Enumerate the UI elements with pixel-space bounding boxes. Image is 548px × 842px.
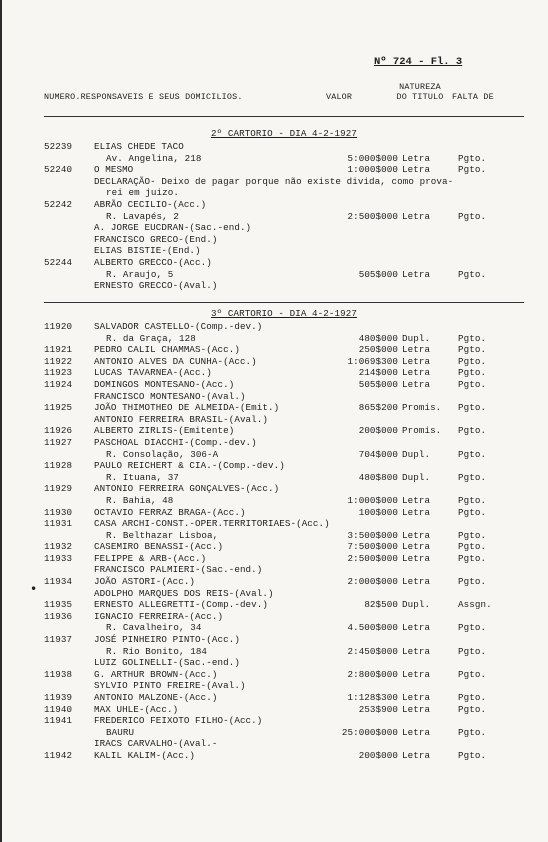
table-row	[44, 495, 524, 507]
entry-reason: Pgto.	[458, 541, 487, 553]
entry-value: 2:000$000	[347, 576, 398, 588]
entry-document-type: Letra	[402, 692, 431, 703]
entry-description: R. Araujo, 5	[106, 268, 174, 280]
table-row	[44, 576, 524, 588]
entry-reason: Pgto.	[458, 749, 487, 761]
entry-document-type: Dupl.	[402, 599, 431, 611]
entry-description: OCTAVIO FERRAZ BRAGA-(Acc.)	[94, 506, 246, 518]
entry-description: R. Consolação, 306-A	[106, 448, 219, 460]
entry-document-type: Letra	[402, 726, 431, 738]
entry-description: ERNESTO GRECCO-(Aval.)	[94, 280, 218, 292]
entry-reason: Pgto.	[458, 378, 487, 390]
table-row	[44, 321, 524, 333]
entry-description: rei em juizo.	[106, 187, 179, 199]
entry-description: IRACS CARVALHO-(Aval.-	[94, 738, 218, 750]
entry-description: R. Belthazar Lisboa,	[106, 529, 219, 541]
entry-description: ADOLPHO MARQUES DOS REIS-(Aval.)	[94, 587, 274, 599]
entry-reason: Pgto.	[458, 494, 487, 506]
entry-number: 11926	[44, 425, 73, 437]
table-row	[44, 738, 524, 750]
entry-description: ANTONIO MALZONE-(Acc.)	[94, 692, 218, 703]
entry-document-type: Letra	[402, 552, 431, 564]
entry-number: 11934	[44, 576, 73, 588]
entry-document-type: Promis.	[402, 425, 442, 437]
entry-description: R. Cavalheiro, 34	[106, 622, 202, 634]
entry-description: PASCHOAL DIACCHI-(Comp.-dev.)	[94, 436, 257, 448]
entry-value: 704$000	[358, 448, 398, 460]
entry-description: SYLVIO PINTO FREIRE-(Aval.)	[94, 680, 246, 692]
entry-number: 11936	[44, 610, 73, 622]
entry-value: 2:500$000	[347, 210, 398, 222]
entry-number: 11935	[44, 599, 73, 611]
entry-document-type: Letra	[402, 355, 431, 367]
entry-reason: Pgto.	[458, 726, 487, 738]
table-row	[44, 599, 524, 611]
entry-value: 5:000$000	[347, 152, 398, 164]
entry-value: 214$000	[358, 367, 398, 379]
entry-number: 11929	[44, 483, 73, 495]
entry-description: JOSÉ PINHEIRO PINTO-(Acc.)	[94, 634, 240, 646]
entry-value: 7:500$000	[347, 541, 398, 553]
entry-value: 865$200	[358, 402, 398, 414]
entry-value: 2:500$000	[347, 552, 398, 564]
entry-description: CASA ARCHI-CONST.-OPER.TERRITORIAES-(Acc.)	[94, 518, 330, 530]
entry-description: FRANCISCO MONTESANO-(Aval.)	[94, 390, 246, 402]
entry-description: ABRÃO CECILIO-(Acc.)	[94, 198, 207, 210]
header-numero: NUMERO.RESPONSAVEIS E SEUS DOMICILIOS.	[44, 92, 243, 102]
entry-document-type: Letra	[402, 164, 431, 176]
entry-description: LUCAS TAVARNEA-(Acc.)	[94, 367, 212, 379]
table-row	[44, 437, 524, 449]
entry-value: 82$500	[364, 599, 398, 611]
entry-description: G. ARTHUR BROWN-(Acc.)	[94, 668, 218, 680]
entry-value: 480$000	[358, 332, 398, 344]
table-row	[44, 507, 524, 519]
table-row	[44, 269, 524, 281]
entry-number: 11920	[44, 321, 73, 332]
table-row	[44, 692, 524, 704]
entry-description: Av. Angelina, 218	[106, 152, 202, 164]
entry-value: 25:000$000	[341, 726, 398, 738]
entry-number: 11922	[44, 355, 73, 367]
entry-number: 11930	[44, 506, 73, 518]
table-row	[44, 727, 524, 739]
table-row	[44, 472, 524, 484]
entry-number: 11938	[44, 668, 73, 680]
entry-number: 11939	[44, 692, 73, 703]
header-divider	[44, 116, 524, 117]
entry-description: O MESMO	[94, 164, 134, 176]
section-title: 3º CARTORIO - DIA 4-2-1927	[211, 308, 357, 319]
table-row	[44, 257, 524, 269]
entry-value: 1:000$000	[347, 494, 398, 506]
entry-document-type: Letra	[402, 367, 431, 379]
entry-reason: Pgto.	[458, 448, 487, 460]
table-row	[44, 530, 524, 542]
entry-document-type: Letra	[402, 645, 431, 657]
entry-description: PEDRO CALIL CHAMMAS-(Acc.)	[94, 344, 240, 356]
entry-reason: Pgto.	[458, 506, 487, 518]
entry-reason: Pgto.	[458, 645, 487, 657]
table-row	[44, 153, 524, 165]
entry-description: A. JORGE EUCDRAN-(Sac.-end.)	[94, 222, 252, 234]
entry-reason: Pgto.	[458, 164, 487, 176]
entry-reason: Pgto.	[458, 355, 487, 367]
entry-description: ANTONIO ALVES DA CUNHA-(Acc.)	[94, 355, 257, 367]
entry-reason: Pgto.	[458, 471, 487, 483]
entry-document-type: Letra	[402, 152, 431, 164]
entry-description: ANTONIO FERREIRA BRASIL-(Aval.)	[94, 413, 269, 425]
entry-document-type: Letra	[402, 506, 431, 518]
entry-number: 52242	[44, 198, 73, 210]
table-row	[44, 553, 524, 565]
entry-value: 505$000	[358, 268, 398, 280]
entry-reason: Pgto.	[458, 576, 487, 588]
entry-number: 11932	[44, 541, 73, 553]
entry-number: 11927	[44, 436, 73, 448]
table-row	[44, 391, 524, 403]
entry-description: IGNACIO FERREIRA-(Acc.)	[94, 610, 224, 622]
entry-number: 11925	[44, 402, 73, 414]
entry-document-type: Dupl.	[402, 332, 431, 344]
entry-number: 11924	[44, 378, 73, 390]
page-left-edge	[0, 0, 2, 842]
entry-document-type: Promis.	[402, 402, 442, 414]
entry-description: JOÃO ASTORI-(Acc.)	[94, 576, 196, 588]
header-valor: VALOR	[326, 92, 353, 102]
entry-description: ELIAS CHEDE TACO	[94, 141, 184, 152]
entry-description: R. Ituana, 37	[106, 471, 179, 483]
table-row	[44, 483, 524, 495]
entry-number: 11933	[44, 552, 73, 564]
table-row	[44, 222, 524, 234]
table-row	[44, 460, 524, 472]
entry-description: FRANCISCO GRECO-(End.)	[94, 233, 218, 245]
entry-value: 1:000$000	[347, 164, 398, 176]
entry-number: 11940	[44, 703, 73, 715]
entry-value: 1:128$300	[347, 692, 398, 703]
entry-description: LUIZ GOLINELLI-(Sac.-end.)	[94, 657, 240, 669]
table-row	[44, 750, 524, 762]
table-row	[44, 680, 524, 692]
entry-description: JOÃO THIMOTHEO DE ALMEIDA-(Emit.)	[94, 402, 280, 414]
table-row	[44, 187, 524, 199]
entry-description: DECLARAÇÃO- Deixo de pagar porque não existe divida, como prova-	[94, 175, 454, 187]
entry-document-type: Letra	[402, 344, 431, 356]
entry-document-type: Dupl.	[402, 448, 431, 460]
entry-value: 2:800$000	[347, 668, 398, 680]
table-header	[44, 80, 524, 114]
margin-bullet: •	[30, 582, 38, 596]
page-reference: Nº 724 - Fl. 3	[374, 56, 463, 68]
table-row	[44, 588, 524, 600]
table-row	[44, 622, 524, 634]
entry-document-type: Letra	[402, 529, 431, 541]
entry-description: ERNESTO ALLEGRETTI-(Comp.-dev.)	[94, 599, 269, 611]
table-row	[44, 657, 524, 669]
entry-value: 250$000	[358, 344, 398, 356]
entry-number: 11923	[44, 367, 73, 379]
entry-document-type: Letra	[402, 210, 431, 222]
table-row	[44, 333, 524, 345]
entry-description: ALBERTO GRECCO-(Acc.)	[94, 256, 212, 268]
table-row	[44, 199, 524, 211]
entry-description: SALVADOR CASTELLO-(Comp.-dev.)	[94, 321, 263, 332]
table-row	[44, 669, 524, 681]
table-row	[44, 280, 524, 292]
entry-document-type: Letra	[402, 749, 431, 761]
entry-document-type: Letra	[402, 378, 431, 390]
entry-document-type: Letra	[402, 622, 431, 634]
entry-description: BAURU	[106, 726, 135, 738]
section-divider	[44, 302, 524, 303]
entry-description: DOMINGOS MONTESANO-(Acc.)	[94, 378, 235, 390]
section-rows	[44, 141, 524, 292]
entry-number: 11937	[44, 634, 73, 646]
entry-reason: Assgn.	[458, 599, 492, 611]
entry-number: 11941	[44, 715, 73, 727]
table-row	[44, 646, 524, 658]
entry-reason: Pgto.	[458, 552, 487, 564]
entry-document-type: Letra	[402, 494, 431, 506]
entry-description: R. da Graça, 128	[106, 332, 196, 344]
entry-value: 253$900	[358, 703, 398, 715]
entry-number: 11921	[44, 344, 73, 356]
entry-number: 11942	[44, 749, 73, 761]
table-row	[44, 344, 524, 356]
table-row	[44, 234, 524, 246]
entry-reason: Pgto.	[458, 703, 487, 715]
entry-reason: Pgto.	[458, 210, 487, 222]
table-row	[44, 414, 524, 426]
entry-description: R. Lavapés, 2	[106, 210, 179, 222]
entry-document-type: Dupl.	[402, 471, 431, 483]
table-row	[44, 164, 524, 176]
entry-reason: Pgto.	[458, 668, 487, 680]
table-row	[44, 379, 524, 391]
table-row	[44, 518, 524, 530]
table-row	[44, 704, 524, 716]
table-row	[44, 611, 524, 623]
section-title: 2º CARTORIO - DIA 4-2-1927	[211, 128, 357, 139]
table-row	[44, 211, 524, 223]
entry-value: 100$000	[358, 506, 398, 518]
entry-reason: Pgto.	[458, 332, 487, 344]
entry-value: 505$000	[358, 378, 398, 390]
entry-number: 11928	[44, 460, 73, 472]
entry-reason: Pgto.	[458, 367, 487, 379]
header-falta: FALTA DE	[452, 92, 494, 102]
table-row	[44, 356, 524, 368]
entry-value: 200$000	[358, 749, 398, 761]
entry-value: 480$800	[358, 471, 398, 483]
entry-description: FRANCISCO PALMIERI-(Sac.-end.)	[94, 564, 263, 576]
header-natureza: NATUREZA DO TITULO	[396, 82, 444, 102]
entry-description: R. Bahia, 48	[106, 494, 174, 506]
entry-document-type: Letra	[402, 541, 431, 553]
table-row	[44, 245, 524, 257]
entry-reason: Pgto.	[458, 529, 487, 541]
entry-value: 200$000	[358, 425, 398, 437]
entry-value: 2:450$000	[347, 645, 398, 657]
table-row	[44, 715, 524, 727]
table-row	[44, 634, 524, 646]
section-rows	[44, 321, 524, 762]
entry-value: 1:069$300	[347, 355, 398, 367]
section-2-cartorio	[44, 128, 524, 292]
entry-reason: Pgto.	[458, 268, 487, 280]
entry-description: KALIL KALIM-(Acc.)	[94, 749, 196, 761]
table-row	[44, 425, 524, 437]
entry-description: FELIPPE & ARB-(Acc.)	[94, 552, 207, 564]
table-row	[44, 449, 524, 461]
entry-reason: Pgto.	[458, 402, 487, 414]
entry-number: 52244	[44, 256, 73, 268]
section-3-cartorio	[44, 308, 524, 762]
table-row	[44, 402, 524, 414]
entry-description: MAX UHLE-(Acc.)	[94, 703, 179, 715]
entry-description: R. Rio Bonito, 184	[106, 645, 208, 657]
entry-reason: Pgto.	[458, 622, 487, 634]
entry-reason: Pgto.	[458, 425, 487, 437]
entry-number: 11931	[44, 518, 73, 530]
entry-description: CASEMIRO BENASSI-(Acc.)	[94, 541, 224, 553]
entry-number: 52240	[44, 164, 73, 176]
entry-reason: Pgto.	[458, 692, 487, 703]
entry-reason: Pgto.	[458, 152, 487, 164]
entry-document-type: Letra	[402, 703, 431, 715]
entry-description: ELIAS BISTIE-(End.)	[94, 245, 201, 257]
entry-description: PAULO REICHERT & CIA.-(Comp.-dev.)	[94, 460, 285, 472]
entry-description: FREDERICO FEIXOTO FILHO-(Acc.)	[94, 715, 263, 727]
entry-description: ANTONIO FERREIRA GONÇALVES-(Acc.)	[94, 483, 280, 495]
entry-description: ALBERTO ZIRLIS-(Emitente)	[94, 425, 235, 437]
entry-value: 4.500$000	[347, 622, 398, 634]
table-row	[44, 541, 524, 553]
entry-reason: Pgto.	[458, 344, 487, 356]
entry-value: 3:500$000	[347, 529, 398, 541]
entry-number: 52239	[44, 141, 73, 152]
table-row	[44, 367, 524, 379]
table-row	[44, 141, 524, 153]
entry-document-type: Letra	[402, 668, 431, 680]
entry-document-type: Letra	[402, 268, 431, 280]
entry-document-type: Letra	[402, 576, 431, 588]
table-row	[44, 564, 524, 576]
table-row	[44, 176, 524, 188]
